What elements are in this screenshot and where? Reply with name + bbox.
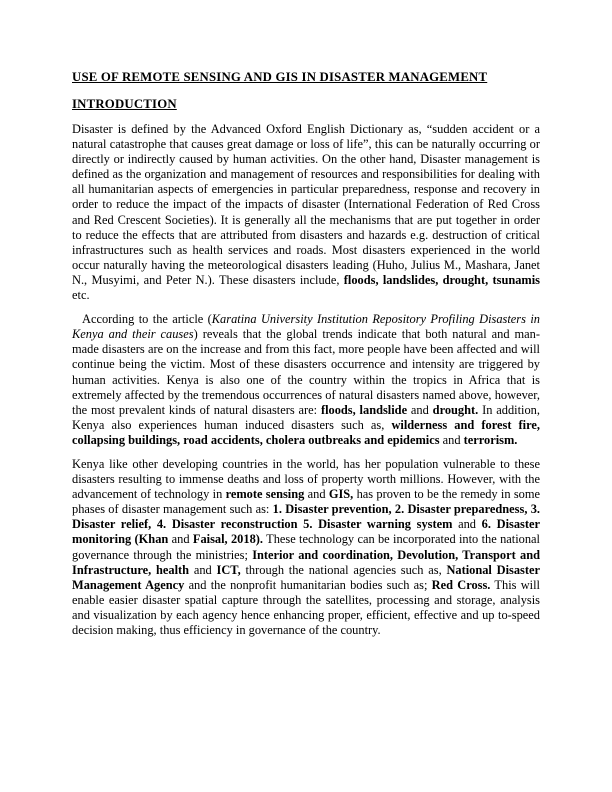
text-run: Red Cross.: [431, 577, 491, 592]
text-run: In addition, Kenya also experiences human induced disasters such as,: [72, 402, 540, 432]
section-heading-introduction: INTRODUCTION: [72, 97, 177, 111]
text-run: Disaster is defined by the Advanced Oxford English Dictionary as, “sudden accident or a natural catastrophe that causes great damage or loss of life”, this can be naturally occurring or directly or indirectly caused by human activities. On the other hand, Disaster management is defined as the organization and management of resources and responsibilities for dealing with all humanitarian aspects of emergencies in particular preparedness, response and recovery in order to reduce the impact of the impacts of disaster (International Federation of Red Cross and Red Crescent Societies). It is generally all the mechanisms that are put together in order to reduce the effects that are attributed from disasters and hazards e.g. destruction of critical infrastructures such as health services and roads. Most disasters experienced in the world occur naturally having the meteorological disasters leading (Huho, Julius M., Mashara, Janet N., Musyimi, and Peter N.). These disasters include,: [72, 122, 540, 287]
text-run: 1. Disaster prevention, 2. Disaster preparedness, 3. Disaster relief, 4. Disaster reconstruction 5. Disaster warning system: [72, 502, 540, 532]
paragraph-technology-remedy: [72, 457, 540, 638]
document-title: USE OF REMOTE SENSING AND GIS IN DISASTER MANAGEMENT: [72, 70, 488, 84]
text-run: and: [407, 402, 433, 417]
text-run: floods, landslides, drought, tsunamis: [343, 272, 541, 287]
text-run: remote sensing: [225, 487, 305, 502]
text-run: through the national agencies such as,: [240, 562, 447, 577]
text-run: and: [304, 487, 329, 502]
text-run: etc.: [72, 288, 90, 303]
text-run: 6. Disaster monitoring (Khan: [72, 517, 540, 547]
text-run: Interior and coordination, Devolution, Transport and Infrastructure, health: [72, 547, 540, 577]
text-run: Kenya like other developing countries in the world, has her population vulnerable to these disasters resulting to immense deaths and loss of property worth millions. However, with the advancement of technology in: [72, 456, 540, 502]
paragraph-disaster-definition: [72, 122, 540, 303]
text-run: and: [439, 432, 464, 447]
text-run: ) reveals that the global trends indicate that both natural and man-made disasters are on the increase and from this fact, more people have been affected and will continue being the victim. Most of these disasters occurrence and intensity are triggered by human activities. Kenya is also one of the country within the tropics in Africa that is extremely affected by the tremendous occurrences of natural disasters named above, however, the most prevalent kinds of natural disasters are:: [72, 327, 540, 417]
text-run: ICT,: [216, 562, 241, 577]
text-run: This will enable easier disaster spatial capture through the satellites, processing and storage, analysis and visualization by each agency hence enhancing proper, efficient, effective and up to-speed decision making, thus efficiency in governance of the country.: [72, 577, 540, 637]
text-run: These technology can be incorporated into the national governance through the ministries;: [72, 532, 540, 562]
text-run: and: [452, 517, 482, 532]
text-run: floods, landslide: [320, 402, 408, 417]
text-run: National Disaster Management Agency: [72, 562, 540, 592]
text-run: wilderness and forest fire, collapsing buildings, road accidents, cholera outbreaks and epidemics: [72, 417, 540, 447]
text-run: drought.: [432, 402, 479, 417]
text-run: Faisal, 2018).: [192, 532, 263, 547]
text-run: According to the article (: [82, 312, 212, 327]
text-run: and: [168, 532, 193, 547]
text-run: has proven to be the remedy in some phases of disaster management such as:: [72, 487, 540, 517]
text-run: Karatina University Institution Repository Profiling Disasters in Kenya and their causes: [72, 312, 540, 342]
paragraph-kenya-disaster-trends: [72, 312, 540, 448]
text-run: terrorism.: [463, 432, 518, 447]
document-body: [72, 122, 540, 638]
text-run: GIS,: [328, 487, 354, 502]
text-run: and: [189, 562, 217, 577]
text-run: and the nonprofit humanitarian bodies such as;: [184, 577, 432, 592]
